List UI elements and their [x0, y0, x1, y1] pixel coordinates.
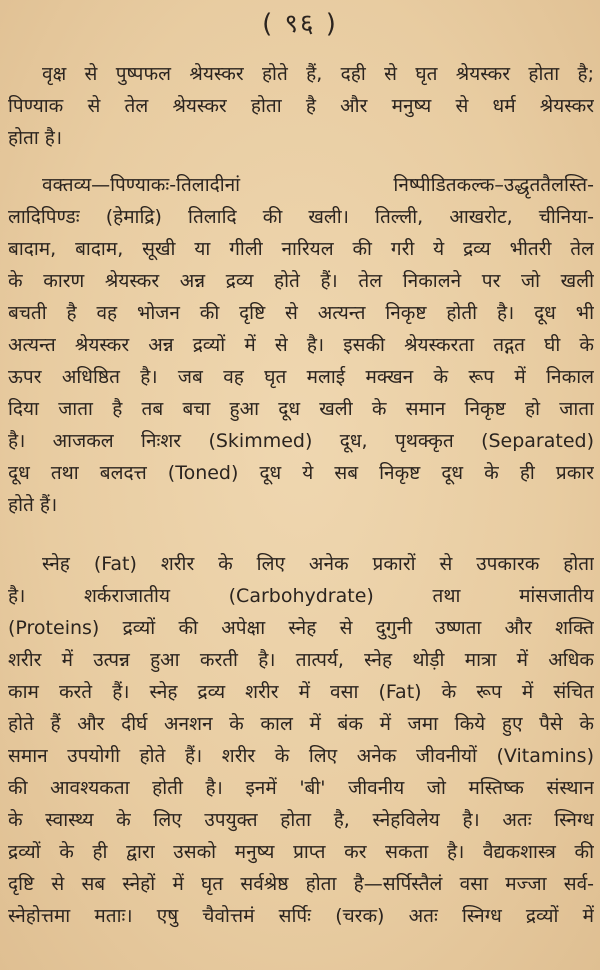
text-line: शरीर में उत्पन्न हुआ करती है। तात्पर्य, स्नेह थोड़ी मात्रा में अधिक	[8, 649, 594, 671]
text-line: वृक्ष से पुष्पफल श्रेयस्कर होते हैं, दही से घृत श्रेयस्कर होता है;	[42, 63, 594, 85]
text-line: समान उपयोगी होते हैं। शरीर के लिए अनेक जीवनीयों (Vitamins)	[8, 745, 594, 767]
text-line: द्रव्यों के ही द्वारा उसको मनुष्य प्राप्त कर सकता है। वैद्यकशास्त्र की	[8, 841, 594, 863]
text-line: ऊपर अधिष्ठित है। जब वह घृत मलाई मक्खन के रूप में निकाल	[8, 366, 594, 388]
text-line: है। शर्कराजातीय (Carbohydrate) तथा मांसजातीय	[8, 585, 594, 607]
text-line: दिया जाता है तब बचा हुआ दूध खली के समान निकृष्ट हो जाता	[8, 398, 594, 420]
text-line: होते हैं और दीर्घ अनशन के काल में बंक में जमा किये हुए पैसे के	[8, 713, 594, 735]
text-line: के स्वास्थ्य के लिए उपयुक्त होता है, स्नेहविलेय है। अतः स्निग्ध	[8, 809, 594, 831]
paragraph-2	[8, 169, 594, 521]
text-line: बचती है वह भोजन की दृष्टि से अत्यन्त निकृष्ट होती है। दूध भी	[8, 302, 594, 324]
text-line: दृष्टि से सब स्नेहों में घृत सर्वश्रेष्ठ होता है—सर्पिस्तैलं वसा मज्जा सर्व-	[8, 873, 594, 895]
page-number: ( ९६ )	[262, 9, 338, 39]
text-line: (Proteins) द्रव्यों की अपेक्षा स्नेह से दुगुनी उष्णता और शक्ति	[8, 617, 594, 639]
text-line: स्नेहोत्तमा मताः। एषु चैवोत्तमं सर्पिः (चरक) अतः स्निग्ध द्रव्यों में	[8, 905, 594, 927]
text-line: होते हैं।	[8, 494, 58, 516]
text-line: लादिपिण्डः (हेमाद्रि) तिलादि की खली। तिल्ली, आखरोट, चीनिया-	[8, 206, 594, 228]
text-line: वक्तव्य—पिण्याकः-तिलादीनां निष्पीडितकल्क–उद्धृततैलस्ति-	[42, 174, 594, 196]
paragraph-3	[8, 548, 594, 932]
text-line: के कारण श्रेयस्कर अन्न द्रव्य होते हैं। तेल निकालने पर जो खली	[8, 270, 594, 292]
text-line: बादाम, बादाम, सूखी या गीली नारियल की गरी ये द्रव्य भीतरी तेल	[8, 238, 594, 260]
paragraph-1	[8, 58, 594, 154]
text-line: काम करते हैं। स्नेह द्रव्य शरीर में वसा (Fat) के रूप में संचित	[8, 681, 594, 703]
text-line: पिण्याक से तेल श्रेयस्कर होता है और मनुष्य से धर्म श्रेयस्कर	[8, 95, 594, 117]
text-line: है। आजकल निःशर (Skimmed) दूध, पृथक्कृत (Separated)	[8, 430, 594, 452]
text-line: की आवश्यकता होती है। इनमें 'बी' जीवनीय जो मस्तिष्क संस्थान	[8, 777, 594, 799]
text-line: अत्यन्त श्रेयस्कर अन्न द्रव्यों में से है। इसकी श्रेयस्करता तद्गत घी के	[8, 334, 594, 356]
text-line: स्नेह (Fat) शरीर के लिए अनेक प्रकारों से उपकारक होता	[42, 553, 594, 575]
text-line: होता है।	[8, 127, 63, 149]
text-line: दूध तथा बलदत्त (Toned) दूध ये सब निकृष्ट दूध के ही प्रकार	[8, 462, 594, 484]
